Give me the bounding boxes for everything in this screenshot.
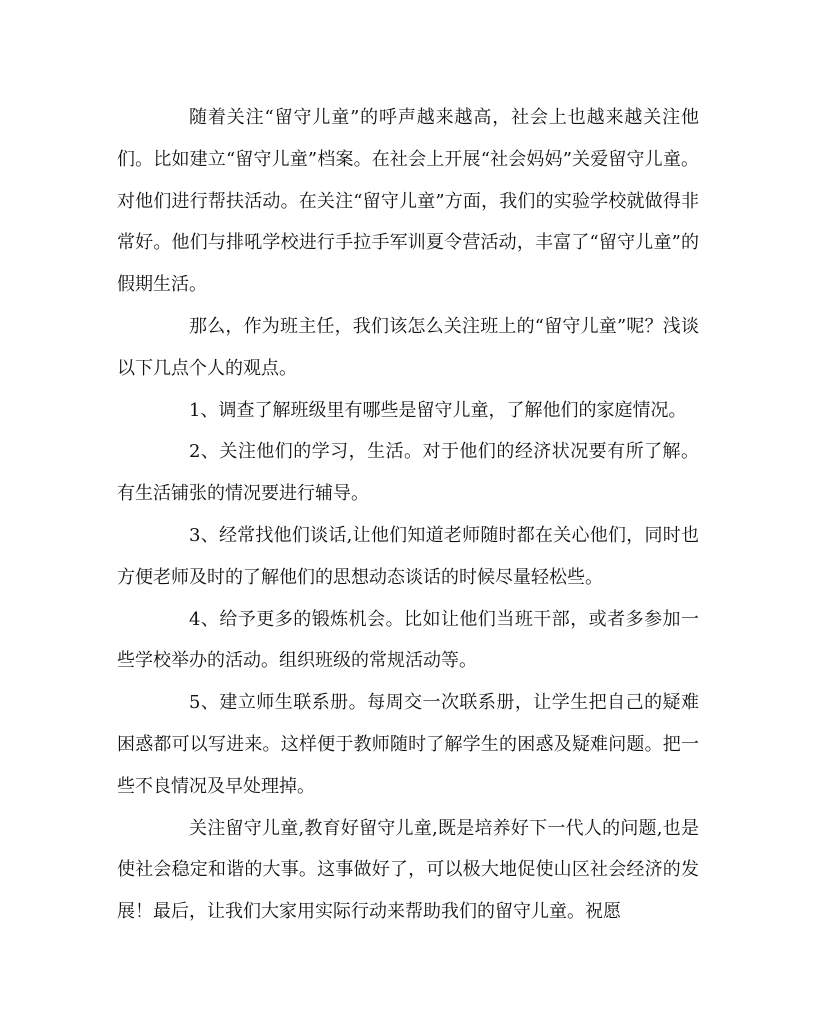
- paragraph-conclusion: 关注留守儿童,教育好留守儿童,既是培养好下一代人的问题,也是使社会稳定和谐的大事。这事做好了，可以极大地促使山区社会经济的发展！最后，让我们大家用实际行动来帮助我们的留守儿童。祝愿: [117, 817, 699, 923]
- paragraph-point-3: 3、经常找他们谈话,让他们知道老师随时都在关心他们，同时也方便老师及时的了解他们的思想动态谈话的时候尽量轻松些。: [117, 524, 699, 588]
- paragraph-question: 那么，作为班主任，我们该怎么关注班上的“留守儿童”呢？浅谈以下几点个人的观点。: [117, 315, 699, 379]
- paragraph-point-4: 4、给予更多的锻炼机会。比如让他们当班干部，或者多参加一些学校举办的活动。组织班级的常规活动等。: [117, 608, 699, 672]
- document-body: [117, 97, 699, 933]
- paragraph-point-1: 1、调查了解班级里有哪些是留守儿童，了解他们的家庭情况。: [189, 399, 687, 421]
- paragraph-point-5: 5、建立师生联系册。每周交一次联系册，让学生把自己的疑难困惑都可以写进来。这样便于教师随时了解学生的困惑及疑难问题。把一些不良情况及早处理掉。: [117, 692, 699, 797]
- paragraph-intro: 随着关注“留守儿童”的呼声越来越高，社会上也越来越关注他们。比如建立“留守儿童”档案。在社会上开展“社会妈妈”关爱留守儿童。对他们进行帮扶活动。在关注“留守儿童”方面，我们的实验学校就做得非常好。他们与排吼学校进行手拉手军训夏令营活动，丰富了“留守儿童”的假期生活。: [117, 107, 699, 296]
- paragraph-point-2: 2、关注他们的学习，生活。对于他们的经济状况要有所了解。有生活铺张的情况要进行辅导。: [117, 441, 699, 505]
